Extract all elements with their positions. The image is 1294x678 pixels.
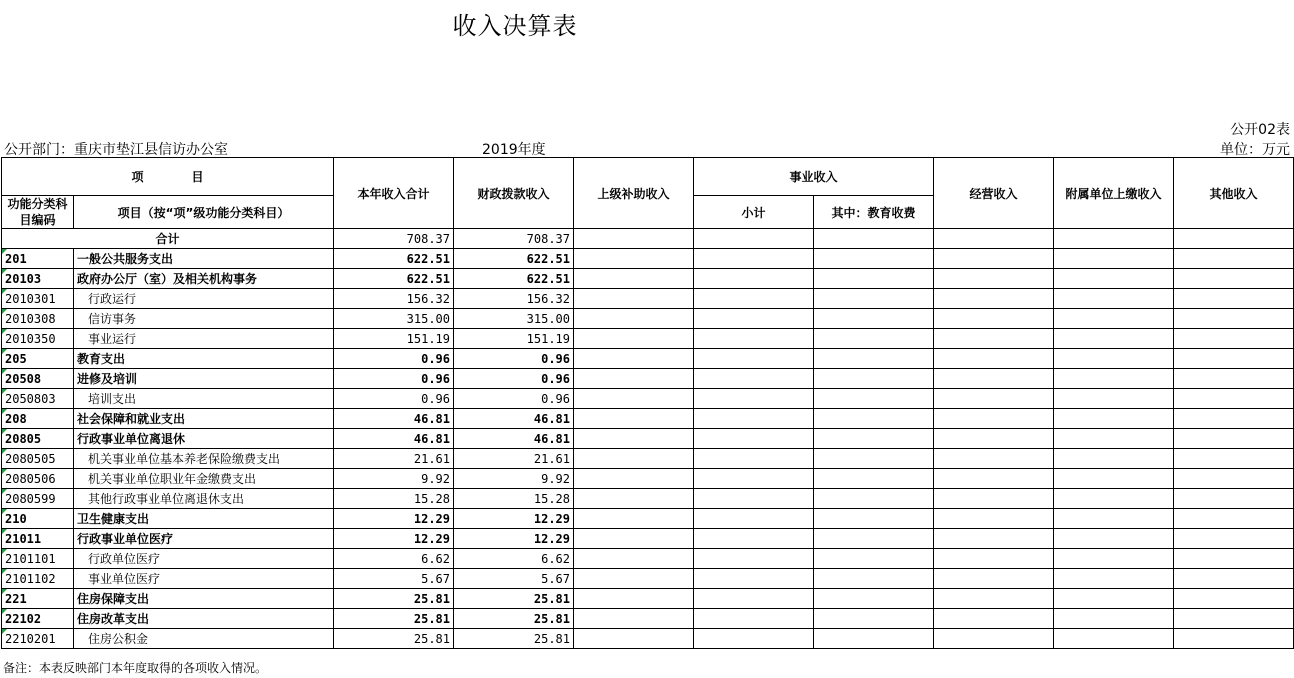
empty-cell [694, 549, 814, 569]
empty-cell [1174, 329, 1294, 349]
table-row [2, 589, 1294, 609]
empty-cell [694, 629, 814, 649]
row-code: 2010301 [2, 289, 74, 309]
table-row-total [2, 229, 1294, 249]
empty-cell [1174, 449, 1294, 469]
row-total: 9.92 [334, 469, 454, 489]
empty-cell [1054, 609, 1174, 629]
empty-cell [574, 309, 694, 329]
row-fiscal: 46.81 [454, 409, 574, 429]
empty-cell [694, 409, 814, 429]
table-row [2, 549, 1294, 569]
row-total: 25.81 [334, 589, 454, 609]
row-total: 315.00 [334, 309, 454, 329]
header-fiscal: 财政拨款收入 [454, 158, 574, 229]
income-table [1, 157, 1294, 649]
empty-cell [814, 449, 934, 469]
row-code: 2050803 [2, 389, 74, 409]
row-total: 46.81 [334, 409, 454, 429]
empty-cell [1174, 489, 1294, 509]
row-fiscal: 21.61 [454, 449, 574, 469]
row-code: 221 [2, 589, 74, 609]
empty-cell [934, 529, 1054, 549]
row-fiscal: 12.29 [454, 509, 574, 529]
table-row [2, 609, 1294, 629]
row-name: 事业单位医疗 [74, 569, 334, 589]
empty-cell [694, 609, 814, 629]
empty-cell [694, 449, 814, 469]
row-code: 20805 [2, 429, 74, 449]
empty-cell [574, 549, 694, 569]
empty-cell [1054, 589, 1174, 609]
empty-cell [1054, 249, 1174, 269]
row-fiscal: 151.19 [454, 329, 574, 349]
empty-cell [1054, 309, 1174, 329]
row-total: 622.51 [334, 269, 454, 289]
empty-cell [1174, 289, 1294, 309]
row-name: 卫生健康支出 [74, 509, 334, 529]
row-code: 21011 [2, 529, 74, 549]
form-code: 公开02表 [1230, 122, 1290, 138]
empty-cell [814, 549, 934, 569]
empty-cell [1174, 269, 1294, 289]
empty-cell [934, 329, 1054, 349]
table-row [2, 269, 1294, 289]
row-code: 2010308 [2, 309, 74, 329]
empty-cell [934, 449, 1054, 469]
empty-cell [694, 509, 814, 529]
row-name: 教育支出 [74, 349, 334, 369]
empty-cell [574, 229, 694, 249]
row-fiscal: 5.67 [454, 569, 574, 589]
row-code: 2101101 [2, 549, 74, 569]
table-row [2, 629, 1294, 649]
row-code: 20103 [2, 269, 74, 289]
row-fiscal: 25.81 [454, 589, 574, 609]
row-code: 2010350 [2, 329, 74, 349]
empty-cell [694, 349, 814, 369]
empty-cell [814, 329, 934, 349]
row-fiscal: 6.62 [454, 549, 574, 569]
empty-cell [934, 429, 1054, 449]
row-fiscal: 315.00 [454, 309, 574, 329]
empty-cell [934, 609, 1054, 629]
empty-cell [814, 409, 934, 429]
table-row [2, 529, 1294, 549]
empty-cell [694, 429, 814, 449]
report-title: 收入决算表 [452, 12, 578, 40]
header-superior: 上级补助收入 [574, 158, 694, 229]
empty-cell [934, 629, 1054, 649]
empty-cell [1054, 429, 1174, 449]
empty-cell [1174, 349, 1294, 369]
table-row [2, 389, 1294, 409]
row-total: 5.67 [334, 569, 454, 589]
empty-cell [934, 269, 1054, 289]
empty-cell [814, 349, 934, 369]
empty-cell [694, 529, 814, 549]
row-code: 201 [2, 249, 74, 269]
empty-cell [814, 529, 934, 549]
row-name: 机关事业单位基本养老保险缴费支出 [74, 449, 334, 469]
empty-cell [1054, 549, 1174, 569]
empty-cell [934, 349, 1054, 369]
table-row [2, 469, 1294, 489]
empty-cell [814, 569, 934, 589]
total-label: 合计 [2, 229, 334, 249]
empty-cell [934, 489, 1054, 509]
empty-cell [814, 509, 934, 529]
table-row [2, 329, 1294, 349]
row-name: 事业运行 [74, 329, 334, 349]
row-name: 行政运行 [74, 289, 334, 309]
empty-cell [574, 409, 694, 429]
empty-cell [814, 489, 934, 509]
row-total: 156.32 [334, 289, 454, 309]
row-fiscal: 622.51 [454, 269, 574, 289]
empty-cell [934, 469, 1054, 489]
row-total: 15.28 [334, 489, 454, 509]
row-name: 机关事业单位职业年金缴费支出 [74, 469, 334, 489]
empty-cell [694, 249, 814, 269]
empty-cell [814, 589, 934, 609]
table-row [2, 289, 1294, 309]
row-code: 208 [2, 409, 74, 429]
empty-cell [1174, 509, 1294, 529]
empty-cell [1054, 329, 1174, 349]
empty-cell [814, 369, 934, 389]
empty-cell [1174, 229, 1294, 249]
empty-cell [814, 629, 934, 649]
empty-cell [694, 289, 814, 309]
empty-cell [694, 229, 814, 249]
row-code: 2080599 [2, 489, 74, 509]
empty-cell [694, 329, 814, 349]
empty-cell [574, 429, 694, 449]
empty-cell [1054, 289, 1174, 309]
row-fiscal: 9.92 [454, 469, 574, 489]
empty-cell [694, 589, 814, 609]
empty-cell [694, 569, 814, 589]
empty-cell [574, 249, 694, 269]
table-row [2, 429, 1294, 449]
empty-cell [574, 489, 694, 509]
empty-cell [934, 369, 1054, 389]
row-code: 2080506 [2, 469, 74, 489]
empty-cell [1174, 589, 1294, 609]
empty-cell [1174, 369, 1294, 389]
empty-cell [1054, 509, 1174, 529]
header-business-group: 事业收入 [694, 158, 934, 196]
table-row [2, 569, 1294, 589]
row-total: 25.81 [334, 629, 454, 649]
row-fiscal: 12.29 [454, 529, 574, 549]
empty-cell [814, 469, 934, 489]
row-code: 20508 [2, 369, 74, 389]
table-row [2, 409, 1294, 429]
row-name: 其他行政事业单位离退休支出 [74, 489, 334, 509]
row-total: 12.29 [334, 529, 454, 549]
empty-cell [694, 269, 814, 289]
empty-cell [1174, 389, 1294, 409]
empty-cell [934, 549, 1054, 569]
empty-cell [1174, 569, 1294, 589]
empty-cell [574, 349, 694, 369]
empty-cell [934, 229, 1054, 249]
department-label: 公开部门：重庆市垫江县信访办公室 [4, 142, 228, 158]
empty-cell [574, 449, 694, 469]
empty-cell [1054, 389, 1174, 409]
table-row [2, 489, 1294, 509]
table-row [2, 249, 1294, 269]
row-name: 行政事业单位离退休 [74, 429, 334, 449]
empty-cell [694, 369, 814, 389]
empty-cell [934, 589, 1054, 609]
row-name: 住房公积金 [74, 629, 334, 649]
empty-cell [1054, 269, 1174, 289]
unit-label: 单位：万元 [1220, 142, 1290, 158]
empty-cell [1174, 469, 1294, 489]
empty-cell [814, 249, 934, 269]
empty-cell [1174, 309, 1294, 329]
empty-cell [1054, 569, 1174, 589]
header-business-sub: 小计 [694, 196, 814, 229]
empty-cell [1174, 609, 1294, 629]
row-fiscal: 46.81 [454, 429, 574, 449]
empty-cell [1054, 529, 1174, 549]
empty-cell [1174, 249, 1294, 269]
header-operating: 经营收入 [934, 158, 1054, 229]
row-code: 22102 [2, 609, 74, 629]
row-code: 210 [2, 509, 74, 529]
row-name: 社会保障和就业支出 [74, 409, 334, 429]
table-row [2, 509, 1294, 529]
row-fiscal: 622.51 [454, 249, 574, 269]
row-name: 信访事务 [74, 309, 334, 329]
row-fiscal: 25.81 [454, 629, 574, 649]
total-income: 708.37 [334, 229, 454, 249]
header-business-edu: 其中：教育收费 [814, 196, 934, 229]
row-fiscal: 156.32 [454, 289, 574, 309]
header-affiliated: 附属单位上缴收入 [1054, 158, 1174, 229]
empty-cell [574, 589, 694, 609]
header-item-name: 项目（按“项”级功能分类科目） [74, 196, 334, 229]
empty-cell [694, 489, 814, 509]
row-total: 46.81 [334, 429, 454, 449]
empty-cell [1054, 229, 1174, 249]
row-name: 政府办公厅（室）及相关机构事务 [74, 269, 334, 289]
empty-cell [934, 409, 1054, 429]
row-fiscal: 25.81 [454, 609, 574, 629]
empty-cell [574, 329, 694, 349]
empty-cell [1174, 529, 1294, 549]
header-total: 本年收入合计 [334, 158, 454, 229]
empty-cell [574, 269, 694, 289]
row-name: 一般公共服务支出 [74, 249, 334, 269]
row-total: 12.29 [334, 509, 454, 529]
empty-cell [814, 609, 934, 629]
row-name: 住房改革支出 [74, 609, 334, 629]
row-total: 151.19 [334, 329, 454, 349]
row-total: 622.51 [334, 249, 454, 269]
row-total: 21.61 [334, 449, 454, 469]
row-total: 0.96 [334, 349, 454, 369]
empty-cell [814, 389, 934, 409]
footnote: 备注：本表反映部门本年度取得的各项收入情况。 [3, 661, 268, 675]
row-name: 住房保障支出 [74, 589, 334, 609]
empty-cell [1054, 369, 1174, 389]
empty-cell [574, 469, 694, 489]
empty-cell [1054, 489, 1174, 509]
empty-cell [1174, 429, 1294, 449]
empty-cell [814, 269, 934, 289]
empty-cell [694, 469, 814, 489]
total-fiscal: 708.37 [454, 229, 574, 249]
empty-cell [1174, 629, 1294, 649]
empty-cell [574, 629, 694, 649]
empty-cell [574, 529, 694, 549]
row-total: 0.96 [334, 369, 454, 389]
header-func-code: 功能分类科目编码 [2, 196, 74, 229]
empty-cell [814, 429, 934, 449]
empty-cell [1174, 549, 1294, 569]
empty-cell [574, 609, 694, 629]
empty-cell [694, 389, 814, 409]
empty-cell [934, 569, 1054, 589]
empty-cell [934, 249, 1054, 269]
row-name: 进修及培训 [74, 369, 334, 389]
empty-cell [814, 309, 934, 329]
empty-cell [814, 229, 934, 249]
row-fiscal: 15.28 [454, 489, 574, 509]
table-row [2, 309, 1294, 329]
row-code: 2080505 [2, 449, 74, 469]
row-name: 培训支出 [74, 389, 334, 409]
empty-cell [1054, 449, 1174, 469]
row-total: 25.81 [334, 609, 454, 629]
row-total: 6.62 [334, 549, 454, 569]
row-fiscal: 0.96 [454, 389, 574, 409]
table-row [2, 349, 1294, 369]
empty-cell [934, 289, 1054, 309]
empty-cell [1054, 409, 1174, 429]
table-row [2, 369, 1294, 389]
empty-cell [934, 509, 1054, 529]
empty-cell [934, 389, 1054, 409]
header-item-group: 项 目 [2, 158, 334, 196]
fiscal-year: 2019年度 [482, 142, 546, 158]
row-code: 2101102 [2, 569, 74, 589]
empty-cell [1054, 469, 1174, 489]
empty-cell [574, 569, 694, 589]
table-row [2, 449, 1294, 469]
empty-cell [1054, 349, 1174, 369]
row-total: 0.96 [334, 389, 454, 409]
empty-cell [574, 369, 694, 389]
row-fiscal: 0.96 [454, 349, 574, 369]
row-code: 205 [2, 349, 74, 369]
empty-cell [694, 309, 814, 329]
header-other: 其他收入 [1174, 158, 1294, 229]
empty-cell [1054, 629, 1174, 649]
row-fiscal: 0.96 [454, 369, 574, 389]
empty-cell [574, 509, 694, 529]
empty-cell [934, 309, 1054, 329]
empty-cell [574, 389, 694, 409]
row-name: 行政事业单位医疗 [74, 529, 334, 549]
row-name: 行政单位医疗 [74, 549, 334, 569]
row-code: 2210201 [2, 629, 74, 649]
empty-cell [814, 289, 934, 309]
empty-cell [1174, 409, 1294, 429]
empty-cell [574, 289, 694, 309]
